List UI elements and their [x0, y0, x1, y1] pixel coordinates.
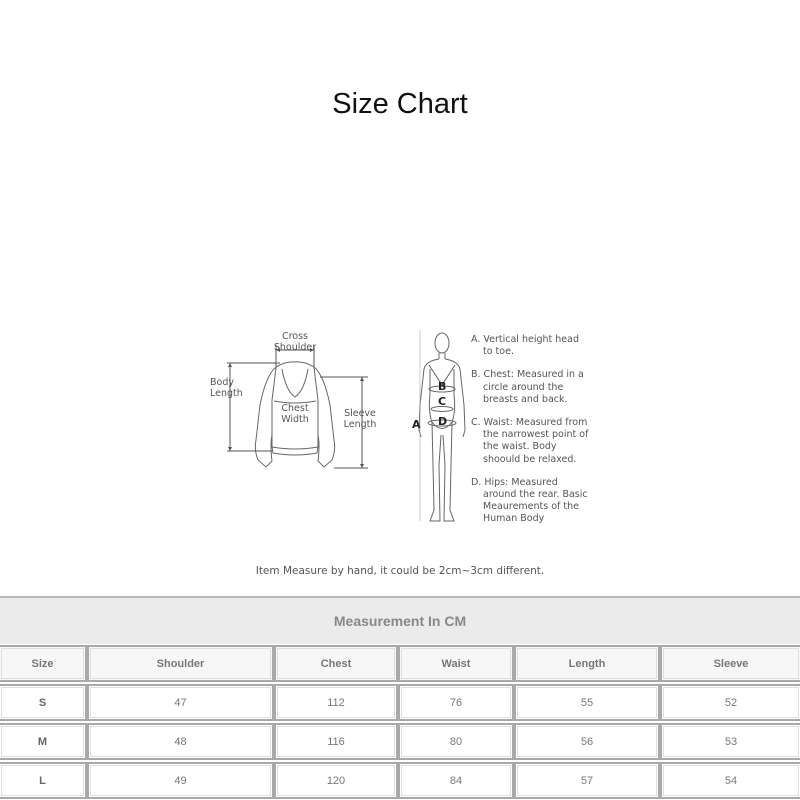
page-title: Size Chart [332, 88, 468, 120]
column-header: Shoulder [87, 645, 274, 682]
label-d: D [438, 415, 448, 428]
table-cell: 80 [398, 723, 514, 760]
column-header: Waist [398, 645, 514, 682]
table-cell: 47 [87, 684, 274, 721]
table-cell: 120 [274, 762, 398, 799]
measurement-diagram [210, 325, 590, 555]
table-row [0, 684, 800, 721]
body-length-label: Body Length [210, 377, 243, 399]
label-a: A [412, 418, 421, 431]
sleeve-length-label: Sleeve Length [343, 408, 377, 430]
column-header: Sleeve [660, 645, 800, 682]
label-c: C [438, 395, 447, 408]
size-table [0, 596, 800, 800]
table-row [0, 723, 800, 760]
column-header: Length [514, 645, 660, 682]
table-cell: 76 [398, 684, 514, 721]
legend-item-a: A. Vertical height head to toe. [471, 334, 579, 358]
table-row [0, 762, 800, 799]
table-cell: 116 [274, 723, 398, 760]
table-caption: Measurement In CM [0, 596, 800, 644]
chest-width-label: Chest Width [281, 403, 309, 425]
table-cell: 57 [514, 762, 660, 799]
table-cell: 56 [514, 723, 660, 760]
measurement-legend [471, 334, 591, 537]
label-b: B [438, 380, 447, 393]
legend-item-d: D. Hips: Measured around the rear. Basic Meaurements of the Human Body [471, 476, 588, 525]
table-cell: 55 [514, 684, 660, 721]
column-header: Size [0, 645, 87, 682]
table-cell: 112 [274, 684, 398, 721]
table-cell: 48 [87, 723, 274, 760]
table-cell: 49 [87, 762, 274, 799]
size-cell: L [0, 762, 87, 799]
column-header: Chest [274, 645, 398, 682]
legend-item-b: B. Chest: Measured in a circle around the breasts and back. [471, 369, 584, 405]
size-cell: M [0, 723, 87, 760]
cross-shoulder-label: Cross Shoulder [273, 331, 317, 353]
table-cell: 84 [398, 762, 514, 799]
table-cell: 52 [660, 684, 800, 721]
size-cell: S [0, 684, 87, 721]
table-header-row [0, 645, 800, 682]
table-cell: 53 [660, 723, 800, 760]
measure-note: Item Measure by hand, it could be 2cm~3cm different. [255, 565, 545, 577]
legend-item-c: C. Waist: Measured from the narrowest point of the waist. Body shoould be relaxed. [471, 417, 589, 465]
table-cell: 54 [660, 762, 800, 799]
